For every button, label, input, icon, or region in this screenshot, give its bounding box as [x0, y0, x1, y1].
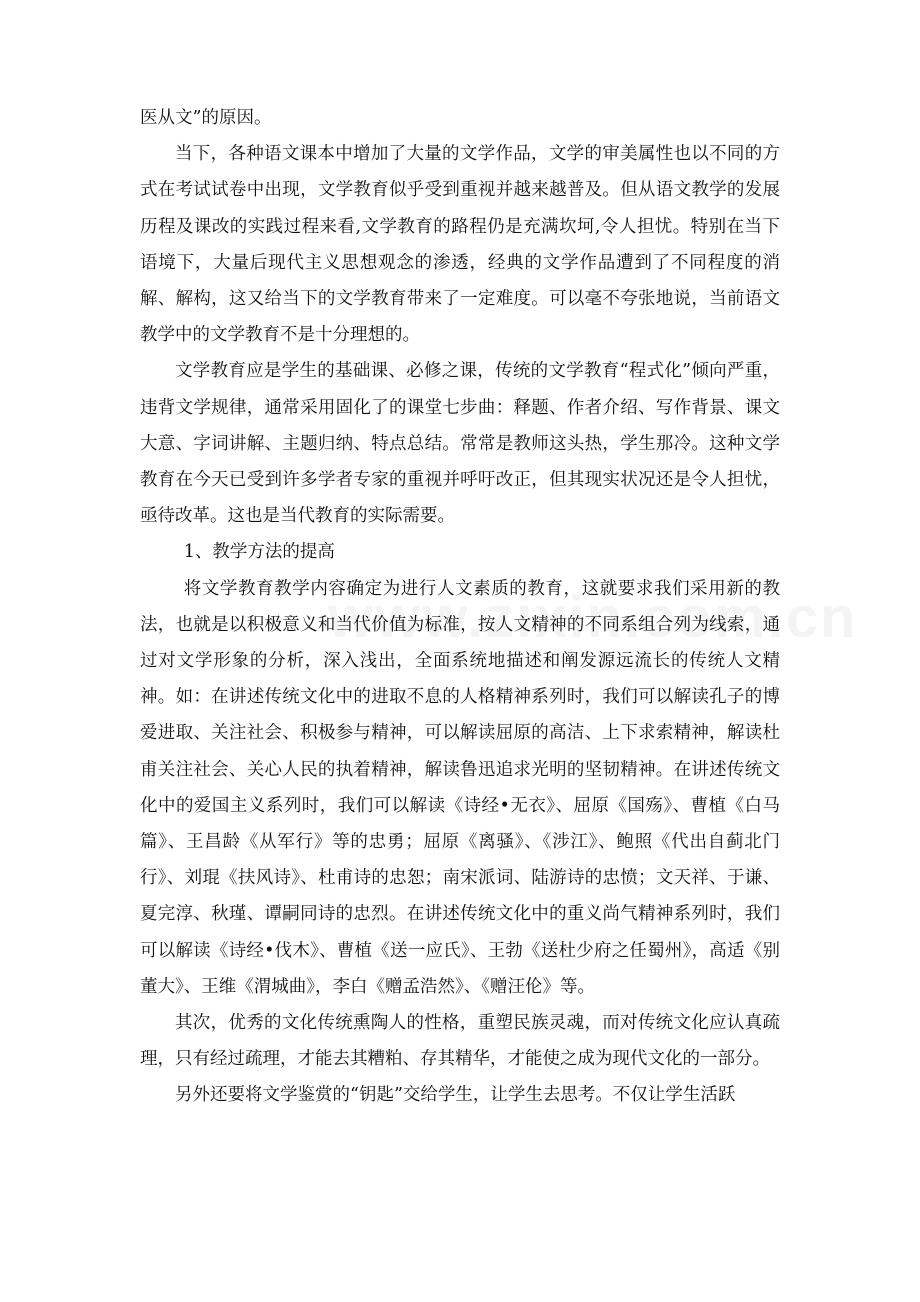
document-page — [140, 100, 780, 1114]
section-heading-teaching-method: 1、教学方法的提高 — [183, 542, 335, 563]
paragraph-literature-status: 当下，各种语文课本中增加了大量的文学作品，文学的审美属性也以不同的方式在考试试卷中出现，文学教育似乎受到重视并越来越普及。但从语文教学的发展历程及课改的实践过程来看,文学教育的路程仍是充满坎坷,令人担忧。特别在当下语境下，大量后现代主义思想观念的渗透，经典的文学作品遭到了不同程度的消解、解构，这又给当下的文学教育带来了一定难度。可以毫不夸张地说，当前语文教学中的文学教育不是十分理想的。 — [140, 144, 780, 346]
paragraph-continuation: 医从文”的原因。 — [140, 108, 272, 128]
paragraph-appreciation-key: 另外还要将文学鉴赏的“钥匙”交给学生，让学生去思考。不仅让学生活跃 — [175, 1085, 736, 1106]
paragraph-cultural-tradition: 其次，优秀的文化传统熏陶人的性格，重塑民族灵魂，而对传统文化应认真疏理，只有经过疏理，才能去其糟粕、存其精华，才能使之成为现代文化的一部分。 — [140, 1013, 780, 1070]
paragraph-teaching-content: 将文学教育教学内容确定为进行人文素质的教育，这就要求我们采用新的教法，也就是以积极意义和当代价值为标准，按人文精神的不同系组合列为线索，通过对文学形象的分析，深入浅出，全面系统地描述和阐发源远流长的传统人文精神。如：在讲述传统文化中的进取不息的人格精神系列时，我们可以解读孔子的博爱进取、关注社会、积极参与精神，可以解读屈原的高洁、上下求索精神，解读杜甫关注社会、关心人民的执着精神，解读鲁迅追求光明的坚韧精神。在讲述传统文化中的爱国主义系列时，我们可以解读《诗经•无衣》、屈原《国殇》、曹植《白马篇》、王昌龄《从军行》等的忠勇；屈原《离骚》、《涉江》、鲍照《代出自蓟北门行》、刘琨《扶风诗》、杜甫诗的忠恕；南宋派词、陆游诗的忠愤；文天祥、于谦、夏完淳、秋瑾、谭嗣同诗的忠烈。在讲述传统文化中的重义尚气精神系列时，我们可以解读《诗经•伐木》、曹植《送一应氏》、王勃《送杜少府之任蜀州》，高适《别董大》、王维《渭城曲》，李白《赠孟浩然》、《赠汪伦》等。 — [140, 578, 780, 997]
paragraph-literature-basic-course: 文学教育应是学生的基础课、必修之课，传统的文学教育“程式化”倾向严重，违背文学规律，通常采用固化了的课堂七步曲：释题、作者介绍、写作背景、课文大意、字词讲解、主题归纳、特点总结。常常是教师这头热，学生那冷。这种文学教育在今天已受到许多学者专家的重视并呼吁改正，但其现实状况还是令人担忧，亟待改革。这也是当代教育的实际需要。 — [140, 361, 780, 527]
